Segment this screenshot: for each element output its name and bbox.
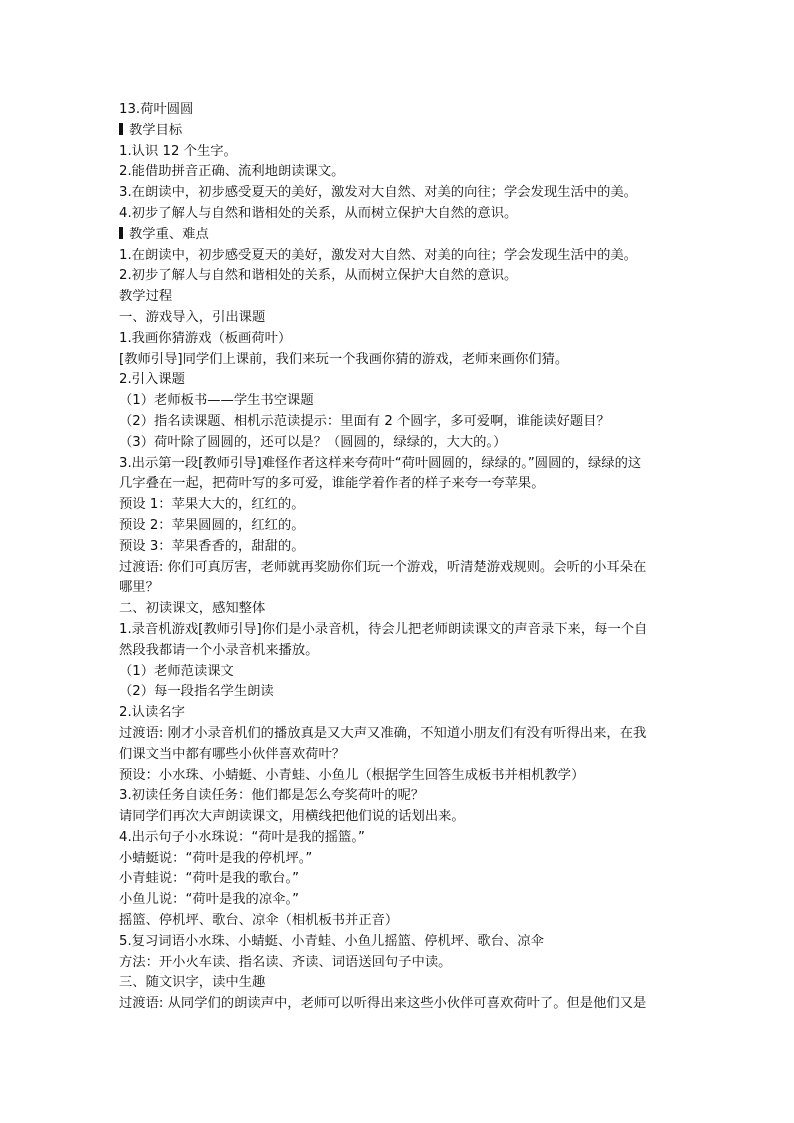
line-text: 过渡语: 从同学们的朗读声中，老师可以听得出来这些小伙伴可喜欢荷叶了。但是他们又是 <box>119 996 647 1012</box>
text-line <box>119 973 685 994</box>
text-line <box>119 558 685 579</box>
section-heading <box>119 225 685 246</box>
text-line <box>119 890 685 911</box>
text-line <box>119 641 685 662</box>
line-text: 4.初步了解人与自然和谐相处的关系，从而树立保护大自然的意识。 <box>119 205 518 221</box>
text-line <box>119 370 685 391</box>
text-line <box>119 786 685 807</box>
line-text: 2.引入课题 <box>119 372 185 388</box>
line-text: 几字叠在一起，把荷叶写的多可爱，谁能学着作者的样子来夸一夸苹果。 <box>119 476 545 492</box>
line-text: 过渡语: 你们可真厉害，老师就再奖励你们玩一个游戏，听清楚游戏规则。会听的小耳朵在 <box>119 559 647 575</box>
text-line <box>119 204 685 225</box>
line-text: 2.认读名字 <box>119 705 185 721</box>
line-text: 1.录音机游戏[教师引导]你们是小录音机，待会儿把老师朗读课文的声音录下来，每一个自 <box>119 621 648 637</box>
text-line <box>119 537 685 558</box>
text-line <box>119 350 685 371</box>
section-heading <box>119 121 685 142</box>
line-text: 小蜻蜓说：“荷叶是我的停机坪。” <box>119 850 313 866</box>
text-line <box>119 620 685 641</box>
text-line <box>119 162 685 183</box>
text-line <box>119 994 685 1015</box>
text-line <box>119 932 685 953</box>
text-line <box>119 454 685 475</box>
line-text: （2）每一段指名学生朗读 <box>119 684 274 700</box>
line-text: 教学过程 <box>119 289 173 305</box>
text-line <box>119 807 685 828</box>
line-text: 小鱼儿说：“荷叶是我的凉伞。” <box>119 892 299 908</box>
line-text: 摇篮、停机坪、歌台、凉伞（相机板书并正音） <box>119 913 399 929</box>
text-line <box>119 100 685 121</box>
line-text: 5.复习词语小水珠、小蜻蜓、小青蛙、小鱼儿摇篮、停机坪、歌台、凉伞 <box>119 933 544 949</box>
text-line <box>119 703 685 724</box>
text-line <box>119 308 685 329</box>
text-line <box>119 682 685 703</box>
line-text: 3.初读任务自读任务：他们都是怎么夸奖荷叶的呢？ <box>119 788 425 804</box>
line-text: （1）老师板书——学生书空课题 <box>119 393 314 409</box>
text-line <box>119 599 685 620</box>
text-line <box>119 662 685 683</box>
document-page <box>119 100 685 1015</box>
line-text: 小青蛙说：“荷叶是我的歌台。” <box>119 871 299 887</box>
text-line <box>119 246 685 267</box>
line-text: 1.在朗读中，初步感受夏天的美好，激发对大自然、对美的向往；学会发现生活中的美。 <box>119 247 637 263</box>
text-line <box>119 329 685 350</box>
text-line <box>119 412 685 433</box>
line-text: 预设：小水珠、小蜻蜓、小青蛙、小鱼儿（根据学生回答生成板书并相机教学） <box>119 767 585 783</box>
text-line <box>119 142 685 163</box>
text-line <box>119 391 685 412</box>
line-text: 过渡语: 刚才小录音机们的播放真是又大声又准确，不知道小朋友们有没有听得出来，在我 <box>119 725 647 741</box>
line-text: 教学目标 <box>129 122 183 138</box>
text-line <box>119 287 685 308</box>
line-text: 一、游戏导入，引出课题 <box>119 309 266 325</box>
line-text: 1.认识 12 个生字。 <box>119 143 237 159</box>
text-line <box>119 183 685 204</box>
line-text: （1）老师范读课文 <box>119 663 234 679</box>
line-text: 三、随文识字，读中生趣 <box>119 975 266 991</box>
line-text: 预设 2：苹果圆圆的，红红的。 <box>119 517 305 533</box>
line-text: [教师引导]同学们上课前，我们来玩一个我画你猜的游戏，老师来画你们猜。 <box>119 351 569 367</box>
line-text: 方法：开小火车读、指名读、齐读、词语送回句子中读。 <box>119 954 452 970</box>
line-text: 13.荷叶圆圆 <box>119 102 194 117</box>
line-text: 3.出示第一段[教师引导]难怪作者这样来夸荷叶“荷叶圆圆的，绿绿的。”圆圆的，绿绿的这 <box>119 455 642 471</box>
text-line <box>119 911 685 932</box>
text-line <box>119 724 685 745</box>
text-line <box>119 433 685 454</box>
line-text: 1.我画你猜游戏（板画荷叶） <box>119 330 292 346</box>
line-text: 教学重、难点 <box>129 226 209 242</box>
text-line <box>119 828 685 849</box>
text-line <box>119 869 685 890</box>
line-text: 二、初读课文，感知整体 <box>119 601 266 617</box>
line-text: 2.能借助拼音正确、流利地朗读课文。 <box>119 164 345 180</box>
line-text: （3）荷叶除了圆圆的，还可以是？（圆圆的，绿绿的，大大的。） <box>119 434 507 450</box>
text-line <box>119 516 685 537</box>
text-line <box>119 266 685 287</box>
line-text: 预设 3：苹果香香的，甜甜的。 <box>119 538 305 554</box>
line-text: （2）指名读课题、相机示范读提示：里面有 2 个圆字，多可爱啊，谁能读好题目？ <box>119 413 610 429</box>
line-text: 4.出示句子小水珠说：“荷叶是我的摇篮。” <box>119 829 365 845</box>
line-text: 预设 1：苹果大大的，红红的。 <box>119 497 305 513</box>
text-line <box>119 578 685 599</box>
line-text: 哪里？ <box>119 580 159 596</box>
heading-bar-icon <box>119 123 123 135</box>
line-text: 然段我都请一个小录音机来播放。 <box>119 642 319 658</box>
heading-bar-icon <box>119 227 123 239</box>
line-text: 3.在朗读中，初步感受夏天的美好，激发对大自然、对美的向往；学会发现生活中的美。 <box>119 185 637 201</box>
line-text: 请同学们再次大声朗读课文，用横线把他们说的话划出来。 <box>119 809 465 825</box>
text-line <box>119 474 685 495</box>
text-line <box>119 849 685 870</box>
text-line <box>119 745 685 766</box>
line-text: 们课文当中都有哪些小伙伴喜欢荷叶？ <box>119 746 346 762</box>
text-line <box>119 953 685 974</box>
line-text: 2.初步了解人与自然和谐相处的关系，从而树立保护大自然的意识。 <box>119 268 518 284</box>
text-line <box>119 766 685 787</box>
text-line <box>119 495 685 516</box>
